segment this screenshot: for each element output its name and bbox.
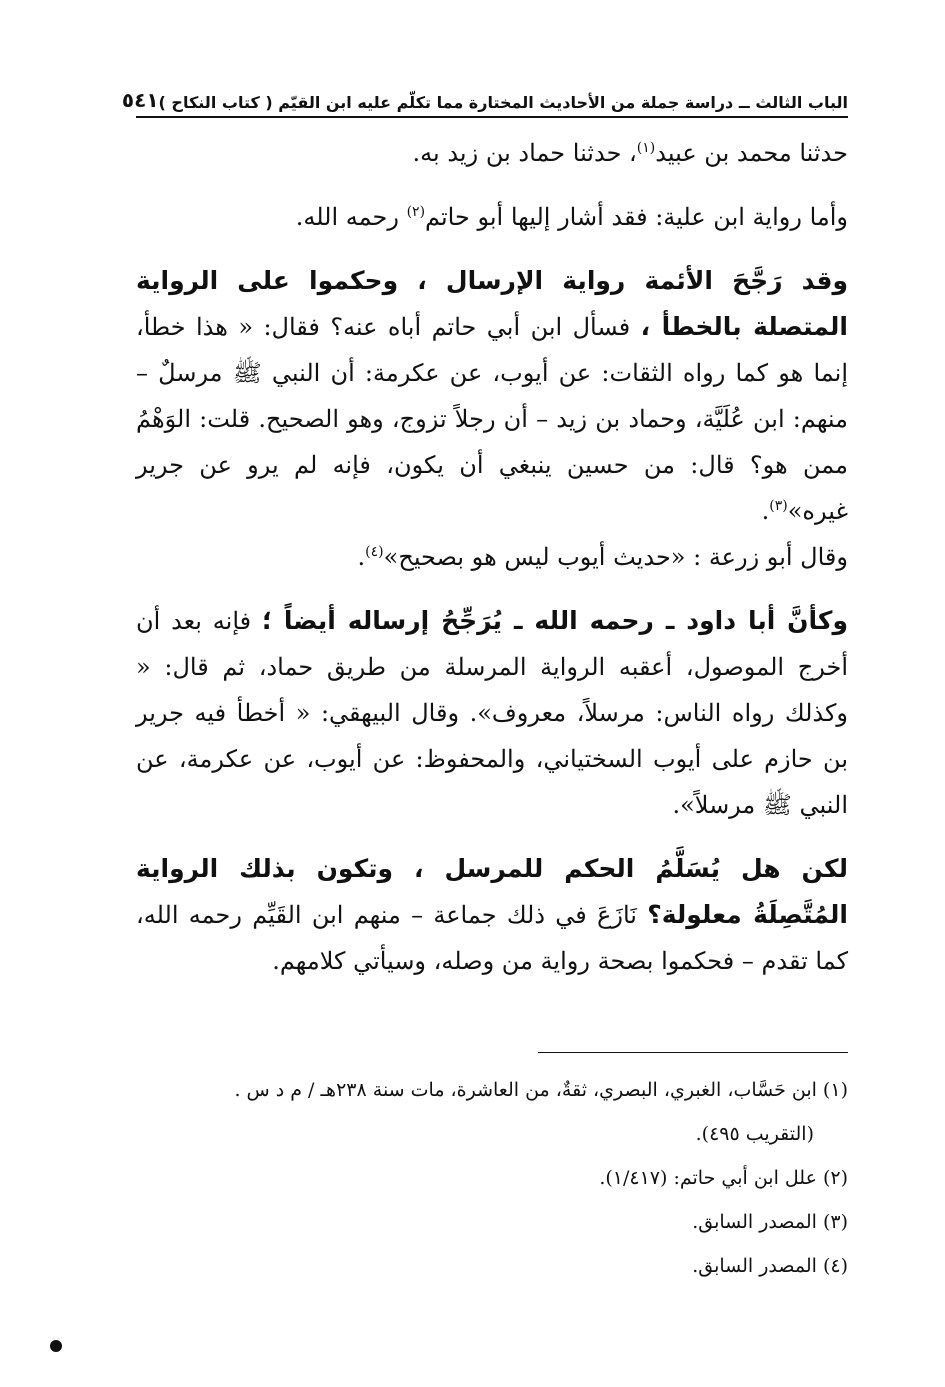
footnote: (٤) المصدر السابق. xyxy=(692,1255,848,1277)
book-page xyxy=(121,80,849,1360)
footnote-marker: (٢) xyxy=(406,204,426,220)
footnote-marker: (١) xyxy=(636,140,656,156)
paragraph-text: فسأل ابن أبي حاتم أباه عنه؟ فقال: « هذا خطأ، إنما هو كما رواه الثقات: عن أيوب، عن عكرمة: أن النبي ﷺ مرسلٌ – منهم: ابن عُلَيَّة، وحماد بن زيد – أن رجلاً تزوج، وهو الصحيح. قلت: الوَهْمُ ممن هو؟ قال: من حسين ينبغي أن يكون، فإنه لم يرو عن جرير غيره» xyxy=(136,313,848,525)
paragraph-text: نَازَعَ في ذلك جماعة – منهم ابن القَيِّم رحمه الله، كما تقدم – فحكموا بصحة رواية من وصله، وسيأتي كلامهم. xyxy=(136,901,848,975)
footnote-divider xyxy=(538,1052,848,1053)
footnote: (١) ابن حَسَّاب، الغبري، البصري، ثقةٌ، من العاشرة، مات سنة ٢٣٨هـ / م د س . xyxy=(234,1079,848,1101)
page-mark-dot xyxy=(50,1340,62,1352)
footnote-continuation: (التقريب ٤٩٥). xyxy=(695,1123,814,1145)
footnote-marker: (٣) xyxy=(769,498,788,514)
paragraph-text: رحمه الله. xyxy=(295,203,407,231)
paragraph-text: وقال أبو زرعة : «حديث أيوب ليس هو بصحيح» xyxy=(383,543,848,571)
bold-lead: وقد رَجَّحَ الأئمة رواية الإرسال ، وحكموا على الرواية المتصلة بالخطأ ، xyxy=(136,266,849,341)
paragraph xyxy=(136,534,848,580)
bold-lead: وكأنَّ أبا داود ـ رحمه الله ـ يُرَجِّحُ إرساله أيضاً ؛ xyxy=(261,606,848,635)
bold-lead: لكن هل يُسَلَّمُ الحكم للمرسل ، وتكون بذلك الرواية المُتَّصِلَةُ معلولة؟ xyxy=(136,854,848,929)
paragraph xyxy=(136,258,848,534)
paragraph-text: حدثنا محمد بن عبيد xyxy=(655,139,848,167)
footnotes xyxy=(136,1068,848,1288)
header-title: الباب الثالث ــ دراسة جملة من الأحاديث المختارة مما تكلّم عليه ابن القيّم ( كتاب النكاح ) xyxy=(158,93,848,112)
footnote-marker: (٤) xyxy=(365,544,384,560)
paragraph-text: . xyxy=(357,543,366,571)
paragraph-text: فإنه بعد أن أخرج الموصول، أعقبه الرواية المرسلة من طريق حماد، ثم قال: « وكذلك رواه الناس: مرسلاً، معروف». وقال البيهقي: « أخطأ فيه جرير بن حازم على أيوب السختياني، والمحفوظ: عن أيوب، عن عكرمة، عن النبي ﷺ مرسلاً». xyxy=(136,607,848,819)
footnote: (٢) علل ابن أبي حاتم: (١/٤١٧). xyxy=(599,1167,848,1189)
footnote: (٣) المصدر السابق. xyxy=(692,1211,848,1233)
paragraph xyxy=(136,130,848,176)
paragraph-text: ، حدثنا حماد بن زيد به. xyxy=(412,139,637,167)
running-header xyxy=(121,80,848,118)
paragraph xyxy=(136,598,848,828)
page-number: ٥٤١ xyxy=(121,88,159,112)
paragraph-text: . xyxy=(761,497,770,525)
paragraph xyxy=(136,846,848,984)
paragraph xyxy=(136,194,848,240)
main-text xyxy=(136,130,848,984)
paragraph-text: وأما رواية ابن علية: فقد أشار إليها أبو حاتم xyxy=(425,203,848,231)
